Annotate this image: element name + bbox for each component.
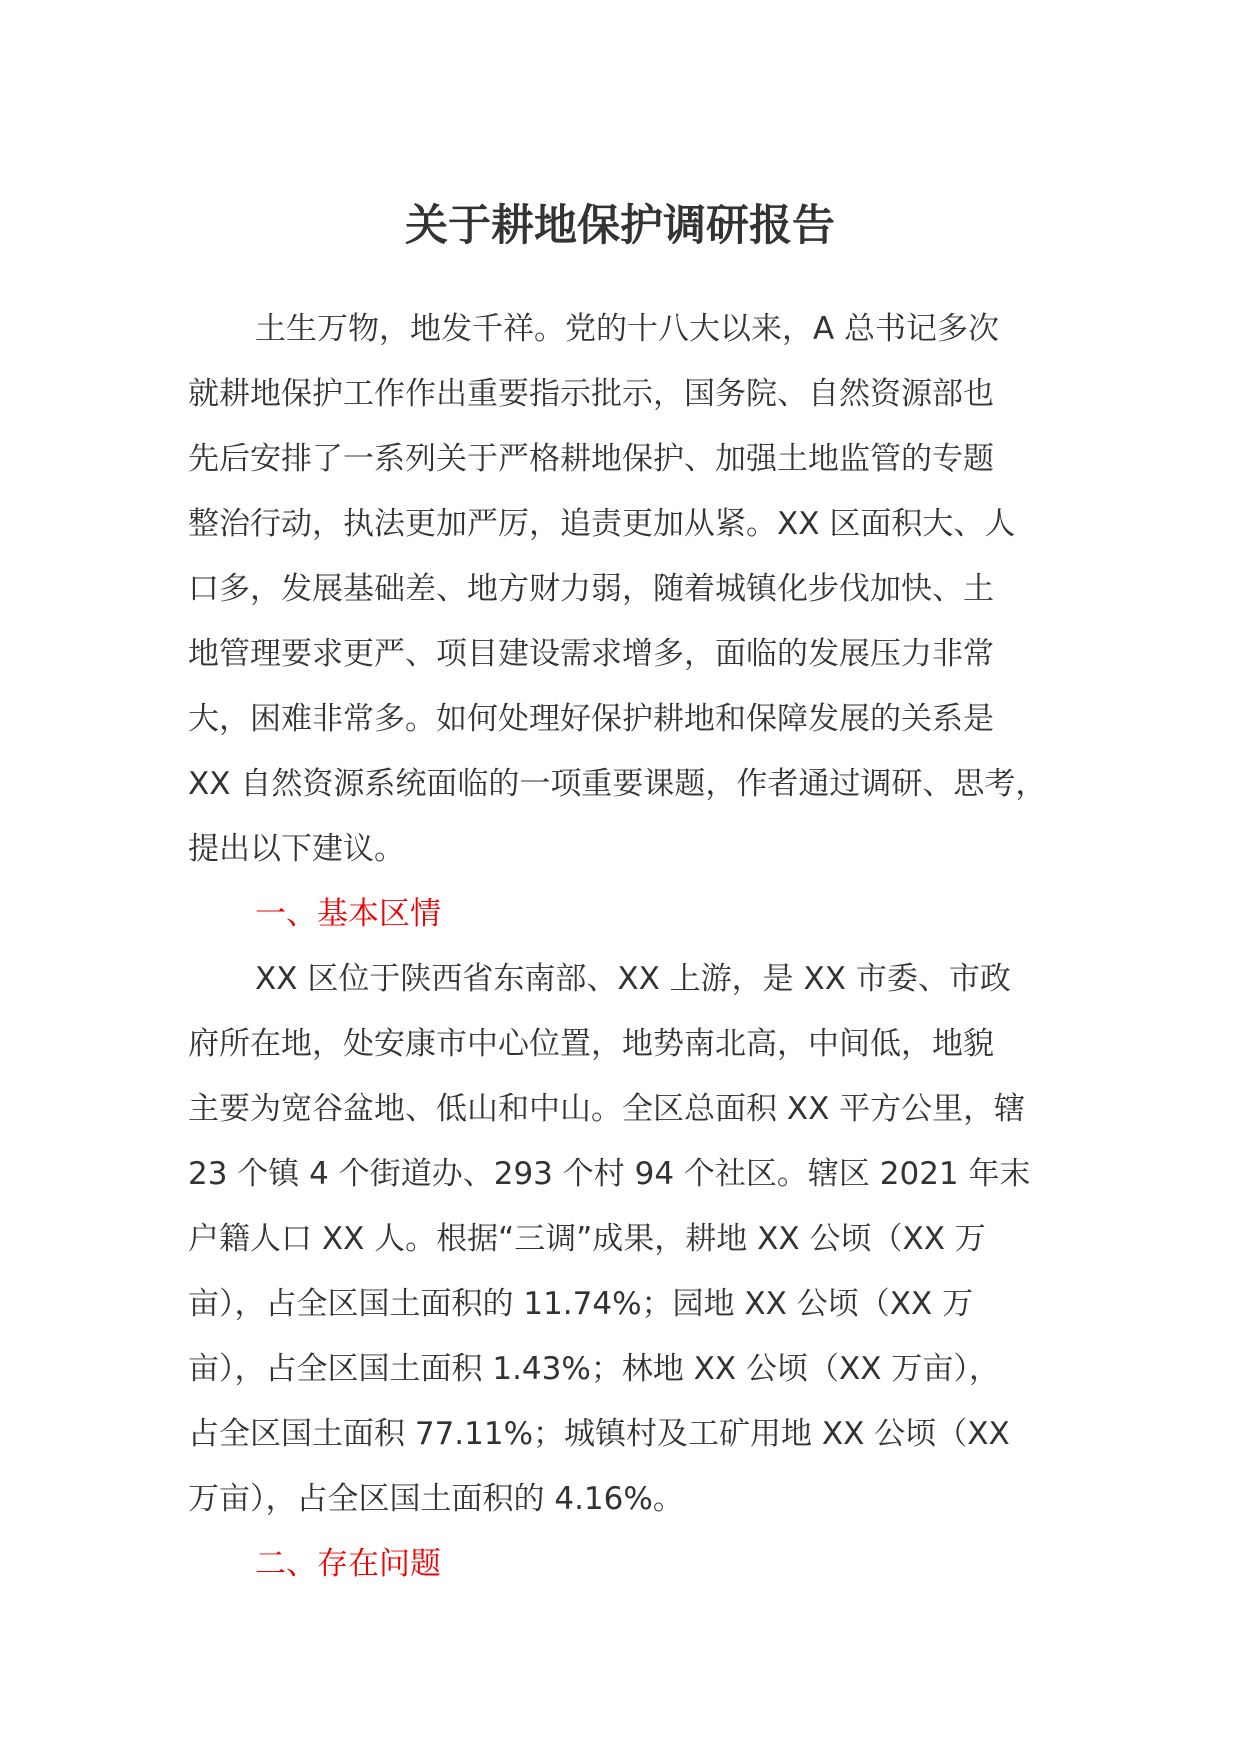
body-text-line: 主要为宽谷盆地、低山和中山。全区总面积 XX 平方公里，辖 [188, 1091, 1026, 1127]
section-heading: 一、基本区情 [255, 896, 441, 932]
body-text-line: 万亩），占全区国土面积的 4.16%。 [188, 1481, 684, 1517]
body-text-line: 户籍人口 XX 人。根据“三调”成果，耕地 XX 公顷（XX 万 [188, 1221, 986, 1257]
body-text-line: 占全区国土面积 77.11%；城镇村及工矿用地 XX 公顷（XX [188, 1416, 1010, 1452]
body-text-line: XX 自然资源系统面临的一项重要课题，作者通过调研、思考， [188, 766, 1047, 802]
body-text-line: 土生万物，地发千祥。党的十八大以来，A 总书记多次 [255, 311, 1000, 347]
body-text-line: XX 区位于陕西省东南部、XX 上游，是 XX 市委、市政 [255, 961, 1011, 997]
body-text-line: 23 个镇 4 个街道办、293 个村 94 个社区。辖区 2021 年末 [188, 1156, 1031, 1192]
body-text-line: 口多，发展基础差、地方财力弱，随着城镇化步伐加快、土 [188, 571, 994, 607]
body-text-line: 亩），占全区国土面积 1.43%；林地 XX 公顷（XX 万亩）， [188, 1351, 1000, 1387]
body-text-line: 先后安排了一系列关于严格耕地保护、加强土地监管的专题 [188, 441, 994, 477]
body-text-line: 就耕地保护工作作出重要指示批示，国务院、自然资源部也 [188, 376, 994, 412]
body-text-line: 府所在地，处安康市中心位置，地势南北高，中间低，地貌 [188, 1026, 994, 1062]
body-text-line: 整治行动，执法更加严厉，追责更加从紧。XX 区面积大、人 [188, 506, 1016, 542]
document-title: 关于耕地保护调研报告 [405, 201, 835, 251]
body-text-line: 亩），占全区国土面积的 11.74%；园地 XX 公顷（XX 万 [188, 1286, 974, 1322]
document-body [188, 297, 1068, 1597]
body-text-line: 地管理要求更严、项目建设需求增多，面临的发展压力非常 [188, 636, 994, 672]
section-heading: 二、存在问题 [255, 1546, 441, 1582]
body-text-line: 大，困难非常多。如何处理好保护耕地和保障发展的关系是 [188, 701, 994, 737]
body-text-line: 提出以下建议。 [188, 831, 405, 867]
